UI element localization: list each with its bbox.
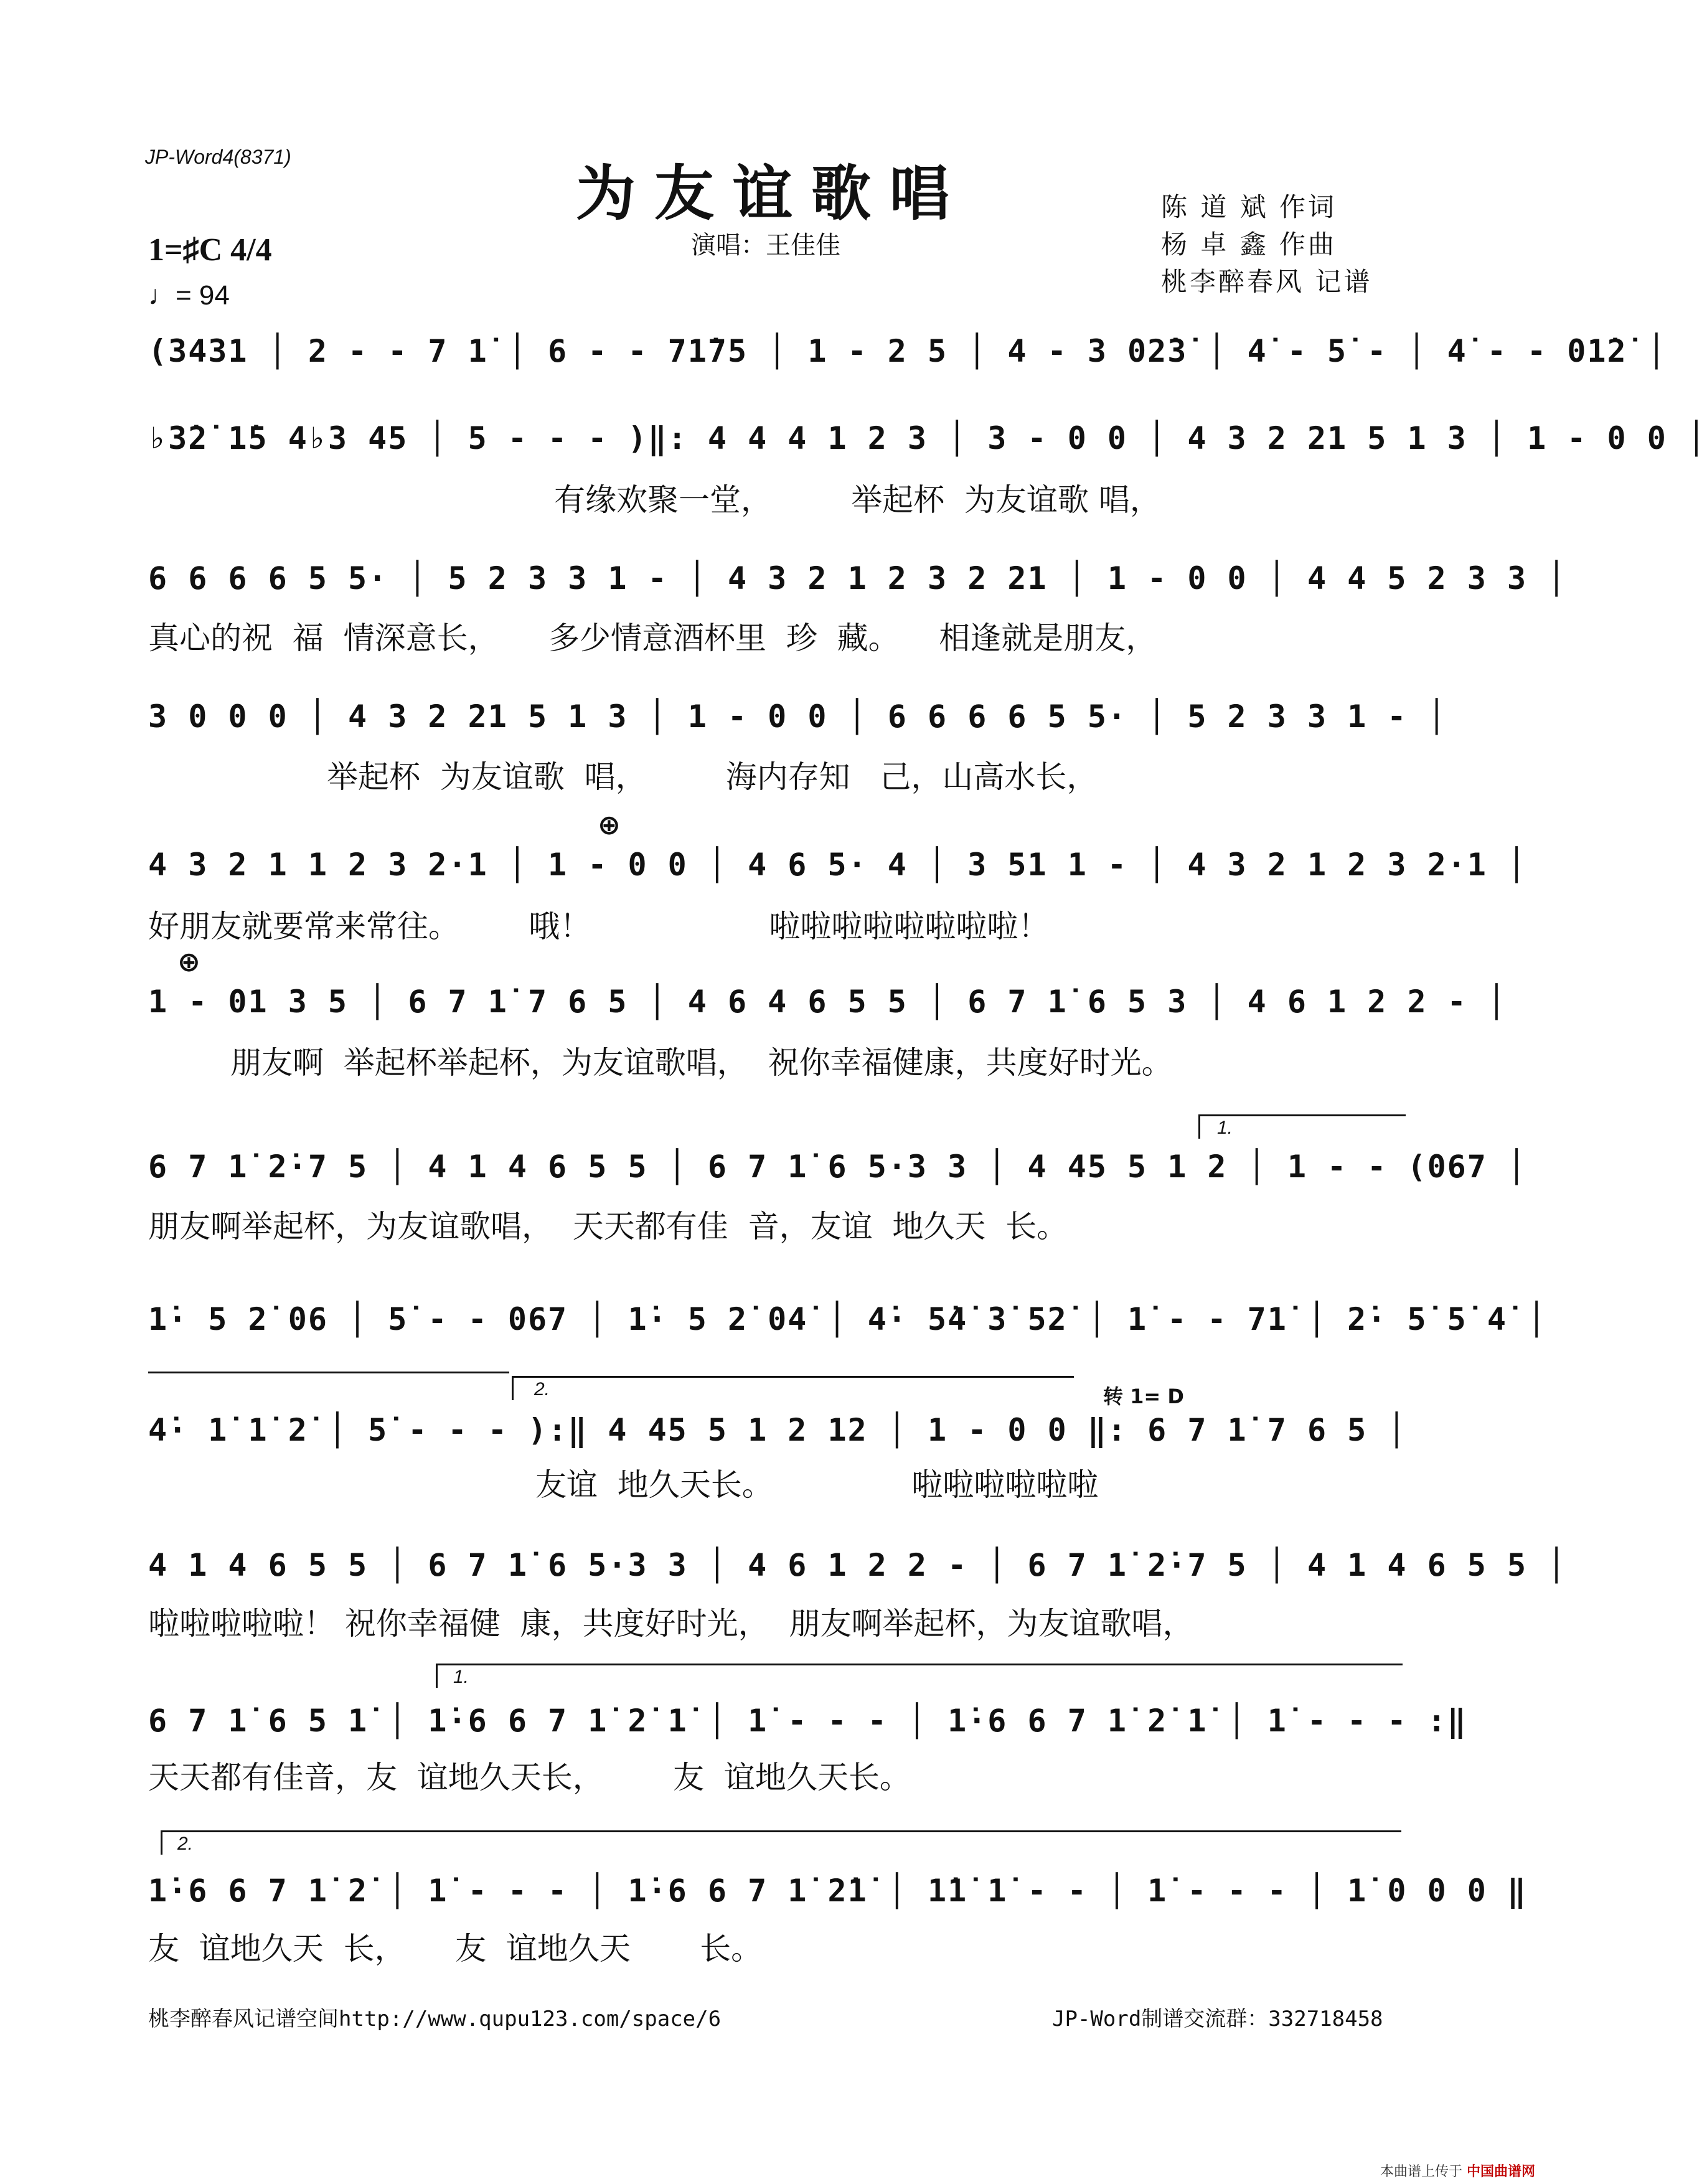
tempo-marking: ♩= 94 (148, 280, 230, 311)
volta-bracket (436, 1664, 1403, 1688)
notation-line: 6 6 6 6 5 5· │ 5 2 3 3 1 - │ 4 3 2 1 2 3 2 21 │ 1 - 0 0 │ 4 4 5 2 3 3 │ (148, 560, 1568, 596)
footer-right-credit: JP-Word制谱交流群：332718458 (1052, 2007, 1383, 2031)
notation-line: ♭3̇2̇ 1̇5 4♭3 45 │ 5 - - - )‖: 4 4 4 1 2 3 │ 3 - 0 0 │ 4 3 2 21 5 1 3 │ 1 - 0 0 │ (148, 420, 1707, 456)
volta-line (148, 1372, 509, 1373)
source-tag: JP-Word4(8371) (145, 146, 291, 168)
volta-number: 1. (1217, 1118, 1233, 1138)
lyric-line: 真心的祝 福 情深意长， 多少情意酒杯里 珍 藏。 相逢就是朋友， (148, 620, 1157, 656)
notation-line: 4 3 2 1 1 2 3 2·1 │ 1 - 0 0 │ 4 6 5· 4 │ 3 51 1 - │ 4 3 2 1 2 3 2·1 │ (148, 847, 1528, 883)
volta-number: 2. (534, 1379, 550, 1400)
volta-bracket (161, 1830, 1401, 1855)
lyricist-credit: 陈 道 斌 作词 (1161, 192, 1337, 222)
lyric-line: 天天都有佳音，友 谊地久天长， 友 谊地久天长。 (148, 1759, 911, 1796)
key-signature: 1=♯C 4/4 (148, 232, 272, 268)
modulation-mark: 转 1= D (1103, 1385, 1184, 1408)
notation-line: 1̇·6 6 7 1̇ 2̇ │ 1̇ - - - │ 1̇·6 6 7 1̇ 2̇1̇ │ 1̇1̇ 1̇ - - │ 1̇ - - - │ 1̇ 0 0 0 ‖ (148, 1873, 1528, 1909)
volta-number: 2. (177, 1833, 194, 1854)
segno-mark: ⊕ (598, 809, 621, 841)
footer-left-credit: 桃李醉春风记谱空间http://www.qupu123.com/space/6 (148, 2007, 722, 2031)
lyric-line: 有缘欢聚一堂， 举起杯 为友谊歌 唱， (554, 482, 1161, 518)
notation-line: 4 1 4 6 5 5 │ 6 7 1̇ 6 5·3 3 │ 4 6 1 2 2 - │ 6 7 1̇ 2̇·7 5 │ 4 1 4 6 5 5 │ (148, 1547, 1568, 1583)
lyric-line: 好朋友就要常来常往。 哦！ 啦啦啦啦啦啦啦啦！ (148, 908, 1050, 944)
corner-watermark (1380, 2161, 1535, 2180)
volta-number: 1. (453, 1667, 469, 1687)
lyric-line: 啦啦啦啦啦！ 祝你幸福健 康，共度好时光， 朋友啊举起杯，为友谊歌唱， (148, 1606, 1194, 1642)
notation-line: 1̇· 5 2̇ 06 │ 5̇ - - 067 │ 1̇· 5 2̇ 04̇ │ 4̇· 5̇4̇ 3̇ 52̇ │ 1̇ - - 71̇ │ 2̇· 5̇ 5̇ 4̇ │ (148, 1301, 1548, 1337)
lyric-line: 友 谊地久天 长， 友 谊地久天 长。 (148, 1931, 763, 1967)
notation-line: 3 0 0 0 │ 4 3 2 21 5 1 3 │ 1 - 0 0 │ 6 6 6 6 5 5· │ 5 2 3 3 1 - │ (148, 699, 1447, 735)
notation-line: 4̇· 1̇ 1̇ 2̇ │ 5̇ - - - ):‖ 4 45 5 1 2 12 │ 1 - 0 0 ‖: 6 7 1̇ 7 6 5 │ (148, 1412, 1408, 1448)
corner-watermark-text: 本曲谱上传于 (1380, 2164, 1462, 2180)
notation-line: 1 - 01 3 5 │ 6 7 1̇ 7 6 5 │ 4 6 4 6 5 5 │ 6 7 1̇ 6 5 3 │ 4 6 1 2 2 - │ (148, 984, 1507, 1020)
composer-credit: 杨 卓 鑫 作曲 (1161, 229, 1337, 260)
corner-watermark-brand: 中国曲谱网 (1466, 2164, 1535, 2180)
notation-line: 6 7 1̇ 6 5 1̇ │ 1̇·6 6 7 1̇ 2̇ 1̇ │ 1̇ - - - │ 1̇·6 6 7 1̇ 2̇ 1̇ │ 1̇ - - - :‖ (148, 1703, 1467, 1739)
lyric-line: 友谊 地久天长。 啦啦啦啦啦啦 (535, 1467, 1099, 1503)
lyric-line: 朋友啊 举起杯举起杯，为友谊歌唱， 祝你幸福健康，共度好时光。 (230, 1045, 1173, 1081)
lyric-line: 举起杯 为友谊歌 唱， 海内存知 己，山高水长， (327, 759, 1098, 795)
singer-credit: 演唱：王佳佳 (691, 231, 840, 260)
lyric-line: 朋友啊举起杯，为友谊歌唱， 天天都有佳 音，友谊 地久天 长。 (148, 1208, 1068, 1245)
song-title: 为友谊歌唱 (576, 158, 968, 228)
volta-bracket (512, 1376, 1074, 1400)
notation-line: (3431 │ 2 - - 7 1̇ │ 6 - - 71̇75 │ 1 - 2 5 │ 4 - 3 02̇3̇ │ 4̇ - 5̇ - │ 4̇ - - 01̇2̇ │ (148, 333, 1667, 369)
notation-line: 6 7 1̇ 2̇·7 5 │ 4 1 4 6 5 5 │ 6 7 1̇ 6 5·3 3 │ 4 45 5 1 2 │ 1 - - (067 │ (148, 1149, 1528, 1185)
segno-mark: ⊕ (177, 946, 200, 978)
transcriber-credit: 桃李醉春风 记谱 (1161, 266, 1373, 297)
